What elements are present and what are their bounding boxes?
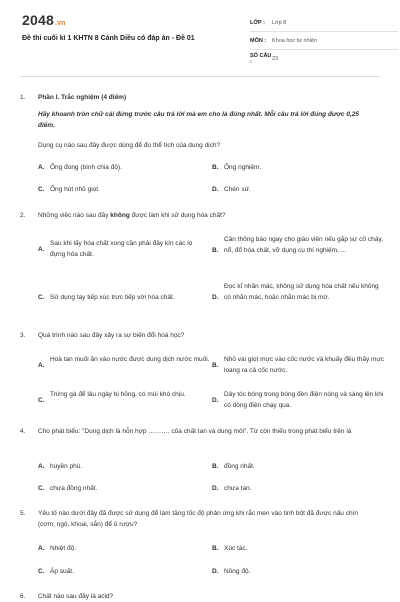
exam-title: Đề thi cuối kì 1 KHTN 8 Cánh Diều có đáp án - Đề 01	[22, 35, 195, 42]
question-text: Cho phát biểu: "Dung dịch là hỗn hợp ………. của chất tan và dung môi". Từ còn thiếu trong phát biểu trên là	[38, 428, 352, 435]
meta-value: Lớp 8	[272, 19, 287, 26]
header	[20, 0, 380, 77]
question-number: 1.	[20, 94, 26, 101]
question-text: Dụng cụ nào sau đây được dùng để đo thể tích của dung dịch?	[38, 142, 221, 149]
question-number: 2.	[20, 212, 26, 219]
question-text: Quá trình nào sau đây xảy ra sự biến đổi hoá học?	[38, 332, 185, 339]
meta-value: Khoa học tự nhiên	[272, 37, 317, 44]
section-instruction: Hãy khoanh tròn chữ cái đứng trước câu trả lời mà em cho là đúng nhất. Mỗi câu trả lời đúng được 0,25 điểm.	[38, 111, 359, 129]
meta-label: SỐ CÂU :	[250, 52, 272, 65]
question-text: Những việc nào sau đây không được làm khi sử dụng hóa chất?	[38, 212, 226, 219]
exam-meta-table	[250, 14, 398, 67]
question-text: Yếu tố nào dưới đây đã được sử dụng để làm tăng tốc độ phản ứng khi rắc men vào tinh bột đã được nấu chín (cơm, ngô, khoai, sắn) để ủ rượu?	[38, 510, 359, 528]
meta-row-class	[250, 14, 398, 32]
meta-row-subject	[250, 32, 398, 50]
meta-label: MÔN :	[250, 37, 267, 44]
question-text: Chất nào sau đây là acid?	[38, 593, 114, 600]
question-number: 4.	[20, 428, 26, 435]
meta-label: LỚP :	[250, 19, 265, 26]
meta-row-count	[250, 50, 398, 67]
section-title: Phần I. Trắc nghiệm (4 điểm)	[38, 94, 127, 101]
site-logo[interactable]: 2048.vn	[22, 12, 66, 28]
meta-value: 23	[272, 55, 279, 62]
question-number: 5.	[20, 510, 26, 517]
question-number: 3.	[20, 332, 26, 339]
question-number: 6.	[20, 593, 26, 600]
